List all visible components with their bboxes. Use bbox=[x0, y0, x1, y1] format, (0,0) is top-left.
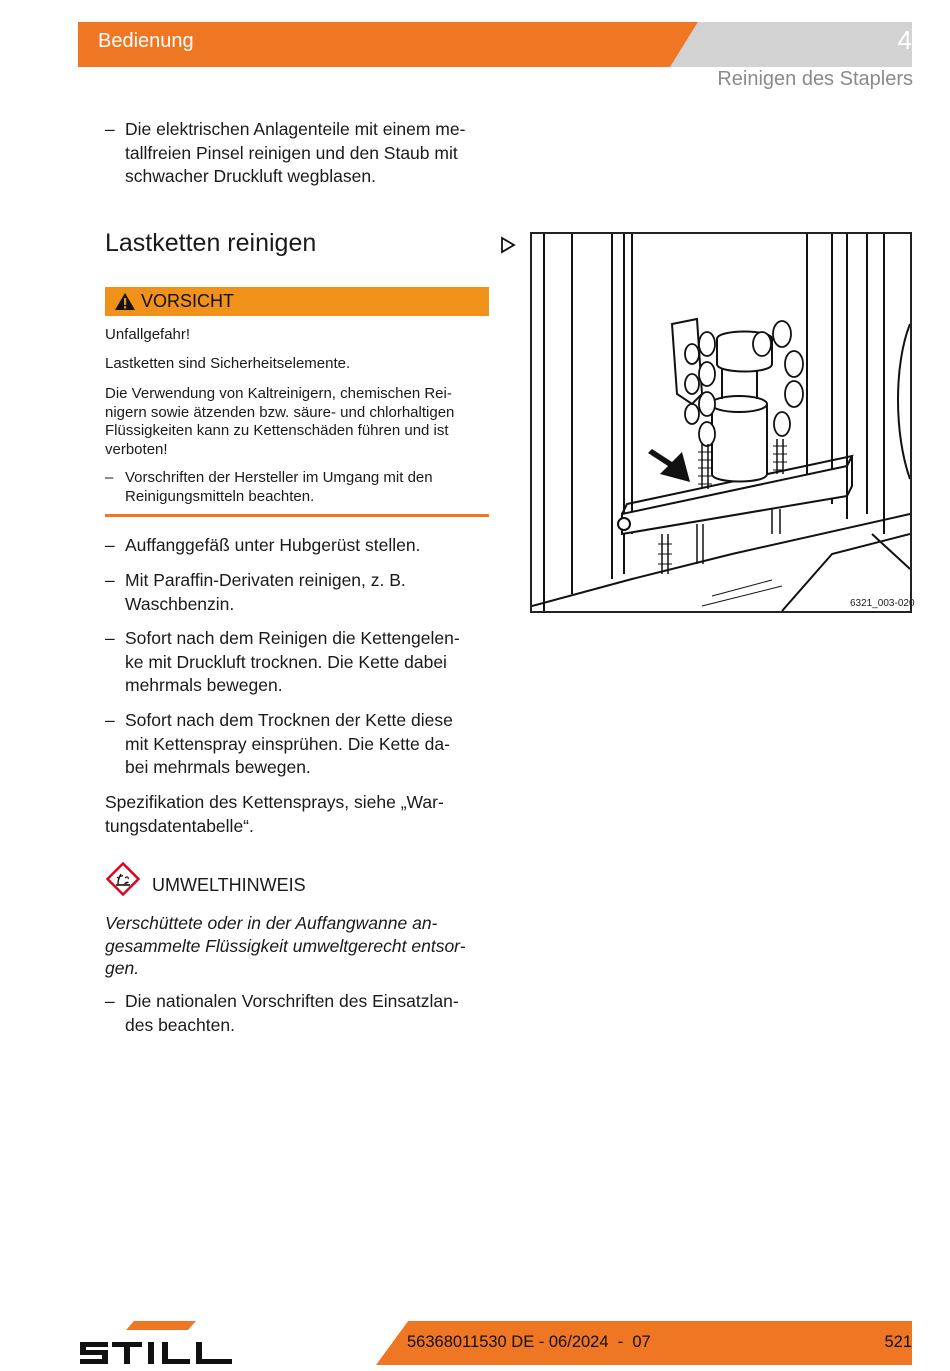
dash-marker: – bbox=[105, 991, 115, 1011]
dash-marker: – bbox=[105, 469, 114, 486]
section-title: Bedienung bbox=[98, 30, 194, 52]
figure-id: 6321_003-020 bbox=[850, 598, 915, 609]
intro-item-text: Die elektrischen Anlagenteile mit einem me- tallfreien Pinsel reinigen und den Staub mit schwacher Druckluft wegblasen. bbox=[125, 119, 466, 186]
step-item bbox=[105, 569, 495, 617]
environment-hazard-icon bbox=[106, 862, 140, 901]
step-item bbox=[105, 627, 495, 699]
step-text: Sofort nach dem Reinigen die Kettengelen- ke mit Druckluft trocknen. Die Kette dabei mehrmals bewegen. bbox=[125, 628, 460, 695]
chain-cleaning-illustration bbox=[530, 232, 912, 613]
section-heading: Lastketten reinigen bbox=[105, 229, 317, 257]
still-logo bbox=[78, 1320, 238, 1371]
dash-marker: – bbox=[105, 710, 115, 730]
spec-paragraph: Spezifikation des Kettensprays, siehe „War- tungsdatentabelle“. bbox=[105, 792, 444, 836]
step-text: Mit Paraffin-Derivaten reinigen, z. B. Waschbenzin. bbox=[125, 570, 406, 614]
environment-list-item bbox=[105, 990, 495, 1038]
caution-list-item bbox=[105, 469, 489, 509]
chapter-tab bbox=[670, 22, 912, 67]
caution-label: VORSICHT bbox=[141, 291, 235, 311]
page-number: 521 bbox=[884, 1333, 912, 1351]
caution-end-rule bbox=[105, 514, 489, 517]
step-item bbox=[105, 709, 495, 781]
chapter-number: 4 bbox=[897, 25, 912, 55]
mast-chain-drawing bbox=[532, 234, 910, 611]
chapter-subtitle: Reinigen des Staplers bbox=[717, 68, 913, 90]
environment-text: Verschüttete oder in der Auffangwanne an- gesammelte Flüssigkeit umweltgerecht entsor- gen. bbox=[105, 913, 466, 978]
caution-item-text: Vorschriften der Hersteller im Umgang mit den Reinigungsmitteln beachten. bbox=[125, 469, 433, 505]
step-item bbox=[105, 534, 495, 558]
environment-label: UMWELTHINWEIS bbox=[152, 875, 306, 895]
step-text: Sofort nach dem Trocknen der Kette diese mit Kettenspray einsprühen. Die Kette da- bei mehrmals bewegen. bbox=[125, 710, 453, 777]
triangle-right-icon bbox=[500, 236, 516, 254]
caution-line-2: Lastketten sind Sicherheitselemente. bbox=[105, 355, 351, 372]
dash-marker: – bbox=[105, 119, 115, 139]
document-number: 56368011530 DE - 06/2024 - 07 bbox=[407, 1333, 651, 1351]
caution-line-1: Unfallgefahr! bbox=[105, 326, 191, 343]
dash-marker: – bbox=[105, 628, 115, 648]
intro-list-item bbox=[105, 118, 495, 190]
caution-line-3: Die Verwendung von Kaltreinigern, chemischen Rei- nigern sowie ätzenden bzw. säure- und chlorhaltigen Flüssigkeiten kann zu Kettenschäden führen und ist verboten! bbox=[105, 385, 455, 458]
step-text: Auffanggefäß unter Hubgerüst stellen. bbox=[125, 535, 421, 555]
dash-marker: – bbox=[105, 535, 115, 555]
dash-marker: – bbox=[105, 570, 115, 590]
figure-reference-marker bbox=[500, 236, 516, 259]
warning-icon bbox=[114, 292, 136, 316]
environment-item-text: Die nationalen Vorschriften des Einsatzlan- des beachten. bbox=[125, 991, 459, 1035]
